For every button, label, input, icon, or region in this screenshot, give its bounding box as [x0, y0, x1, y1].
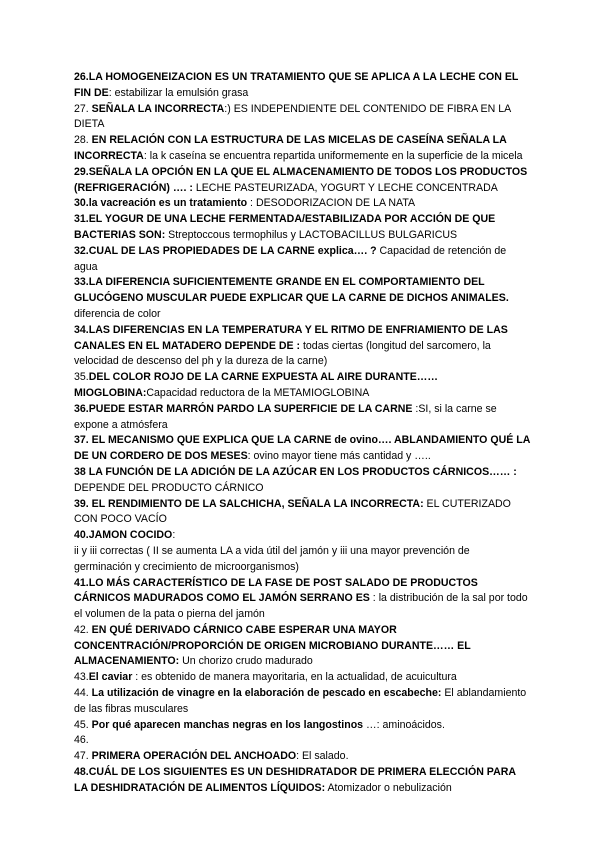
item-answer: Capacidad reductora de la METAMIOGLOBINA	[146, 386, 370, 399]
question-list	[74, 70, 530, 797]
item-answer: El ablandamiento de las fibras musculares	[74, 687, 527, 715]
item-answer: : es obtenido de manera mayoritaria, en la actualidad, de acuicultura	[132, 671, 457, 684]
item-question: 33.LA DIFERENCIA SUFICIENTEMENTE GRANDE EN EL COMPORTAMIENTO DEL GLUCÓGENO MUSCULAR PUEDE EXPLICAR QUE LA CARNE DE DICHOS ANIMALES.	[74, 276, 509, 305]
item-prefix: 28.	[74, 134, 92, 147]
item-question: PRIMERA OPERACIÓN DEL ANCHOADO	[91, 750, 297, 763]
item-answer: : El salado.	[296, 750, 349, 763]
list-item	[74, 528, 530, 544]
item-question: 41.LO MÁS CARACTERÍSTICO DE LA FASE DE POST SALADO DE PRODUCTOS CÁRNICOS MADURADOS COMO EL JAMÓN SERRANO ES	[74, 576, 478, 605]
item-answer: Un chorizo crudo madurado	[179, 655, 313, 668]
item-answer: : la distribución de la sal por todo el volumen de la pata o pierna del jamón	[74, 592, 528, 621]
item-answer: Streptoccous termophilus y LACTOBACILLUS BULGARICUS	[165, 228, 458, 241]
item-answer: :) ES INDEPENDIENTE DEL CONTENIDO DE FIBRA EN LA DIETA	[74, 102, 511, 131]
item-answer: ii y iii correctas ( II se aumenta LA a vida útil del jamón y iii una mayor prevención de germinación y crecimiento de microorganismos)	[74, 544, 470, 573]
list-item	[74, 133, 530, 165]
list-item	[74, 196, 530, 212]
list-item	[74, 497, 530, 529]
list-item	[74, 212, 530, 244]
item-question: 32.CUAL DE LAS PROPIEDADES DE LA CARNE explica…. ?	[74, 244, 377, 257]
item-prefix: 35.	[74, 371, 89, 384]
item-question: 48.CUÁL DE LOS SIGUIENTES ES UN DESHIDRATADOR DE PRIMERA ELECCIÓN PARA LA DESHIDRATACIÓN DE ALIMENTOS LÍQUIDOS:	[74, 766, 516, 794]
list-item	[74, 670, 530, 686]
item-answer: EL CUTERIZADO CON POCO VACÍO	[74, 497, 511, 526]
list-item	[74, 733, 530, 749]
item-answer: :	[172, 529, 176, 542]
item-answer: DEPENDE DEL PRODUCTO CÁRNICO	[74, 481, 264, 494]
list-item	[74, 370, 530, 402]
item-question: DEL COLOR ROJO DE LA CARNE EXPUESTA AL AIRE DURANTE…… MIOGLOBINA:	[74, 371, 438, 399]
item-question: 30.la vacreación es un tratamiento	[74, 197, 248, 210]
item-question: 31.EL YOGUR DE UNA LECHE FERMENTADA/ESTABILIZADA POR ACCIÓN DE QUE BACTERIAS SON:	[74, 213, 496, 241]
list-item	[74, 686, 530, 718]
list-item	[74, 402, 530, 434]
list-item	[74, 275, 530, 322]
item-prefix: 46.	[74, 734, 89, 747]
list-item	[74, 544, 530, 576]
item-answer: :SI, si la carne se expone a atmósfera	[74, 402, 497, 431]
list-item	[74, 165, 530, 197]
item-question: Por qué aparecen manchas negras en los langostinos	[91, 718, 364, 731]
item-question: 37. EL MECANISMO QUE EXPLICA QUE LA CARNE de ovino…. ABLANDAMIENTO QUÉ LA DE UN CORDERO DE DOS MESES	[74, 434, 530, 463]
item-question: 39. EL RENDIMIENTO DE LA SALCHICHA, SEÑALA LA INCORRECTA:	[74, 497, 424, 510]
list-item	[74, 623, 530, 670]
item-question: 29.SEÑALA LA OPCIÓN EN LA QUE EL ALMACENAMIENTO DE TODOS LOS PRODUCTOS (REFRIGERACIÓN) …. :	[74, 165, 528, 194]
item-prefix: 47.	[74, 750, 92, 763]
item-question: 36.PUEDE ESTAR MARRÓN PARDO LA SUPERFICIE DE LA CARNE	[74, 402, 413, 415]
item-prefix: 45.	[74, 718, 92, 731]
item-answer: Capacidad de retención de agua	[74, 244, 507, 273]
list-item	[74, 749, 530, 765]
item-answer: todas ciertas (longitud del sarcomero, la velocidad de descenso del ph y la dureza de la carne)	[74, 339, 491, 368]
item-answer: …: aminoácidos.	[363, 718, 445, 731]
item-prefix: 42.	[74, 623, 92, 636]
item-answer: : la k caseína se encuentra repartida uniformemente en la superficie de la micela	[143, 149, 523, 162]
item-question: 40.JAMON COCIDO	[74, 529, 173, 542]
list-item	[74, 576, 530, 623]
list-item	[74, 323, 530, 370]
list-item	[74, 765, 530, 797]
list-item	[74, 465, 530, 497]
item-question: 26.LA HOMOGENEIZACION ES UN TRATAMIENTO QUE SE APLICA A LA LECHE CON EL FIN DE	[74, 71, 519, 99]
list-item	[74, 718, 530, 734]
list-item	[74, 244, 530, 276]
item-prefix: 27.	[74, 102, 92, 115]
item-answer: diferencia de color	[74, 307, 161, 320]
item-question: SEÑALA LA INCORRECTA	[91, 102, 225, 115]
item-question: 34.LAS DIFERENCIAS EN LA TEMPERATURA Y EL RITMO DE ENFRIAMIENTO DE LAS CANALES EN EL MATADERO DEPENDE DE :	[74, 323, 508, 352]
item-question: 38 LA FUNCIÓN DE LA ADICIÓN DE LA AZÚCAR EN LOS PRODUCTOS CÁRNICOS…… :	[74, 465, 517, 478]
item-question: El caviar	[88, 671, 133, 684]
list-item	[74, 70, 530, 102]
item-answer: Atomizador o nebulización	[325, 781, 452, 794]
item-question: EN RELACIÓN CON LA ESTRUCTURA DE LAS MICELAS DE CASEÍNA SEÑALA LA INCORRECTA	[74, 134, 507, 162]
item-answer: : estabilizar la emulsión grasa	[108, 86, 249, 99]
item-answer: : DESODORIZACION DE LA NATA	[247, 197, 416, 210]
item-answer: LECHE PASTEURIZADA, YOGURT Y LECHE CONCENTRADA	[192, 181, 498, 194]
item-prefix: 44.	[74, 687, 92, 700]
item-question: EN QUÉ DERIVADO CÁRNICO CABE ESPERAR UNA MAYOR CONCENTRACIÓN/PROPORCIÓN DE ORIGEN MICROBIANO DURANTE…… EL ALMACENAMIENTO:	[74, 623, 471, 668]
item-prefix: 43.	[74, 671, 89, 684]
item-answer: : ovino mayor tiene más cantidad y …..	[247, 450, 431, 463]
item-question: La utilización de vinagre en la elaboración de pescado en escabeche:	[91, 687, 442, 700]
list-item	[74, 433, 530, 465]
list-item	[74, 102, 530, 134]
